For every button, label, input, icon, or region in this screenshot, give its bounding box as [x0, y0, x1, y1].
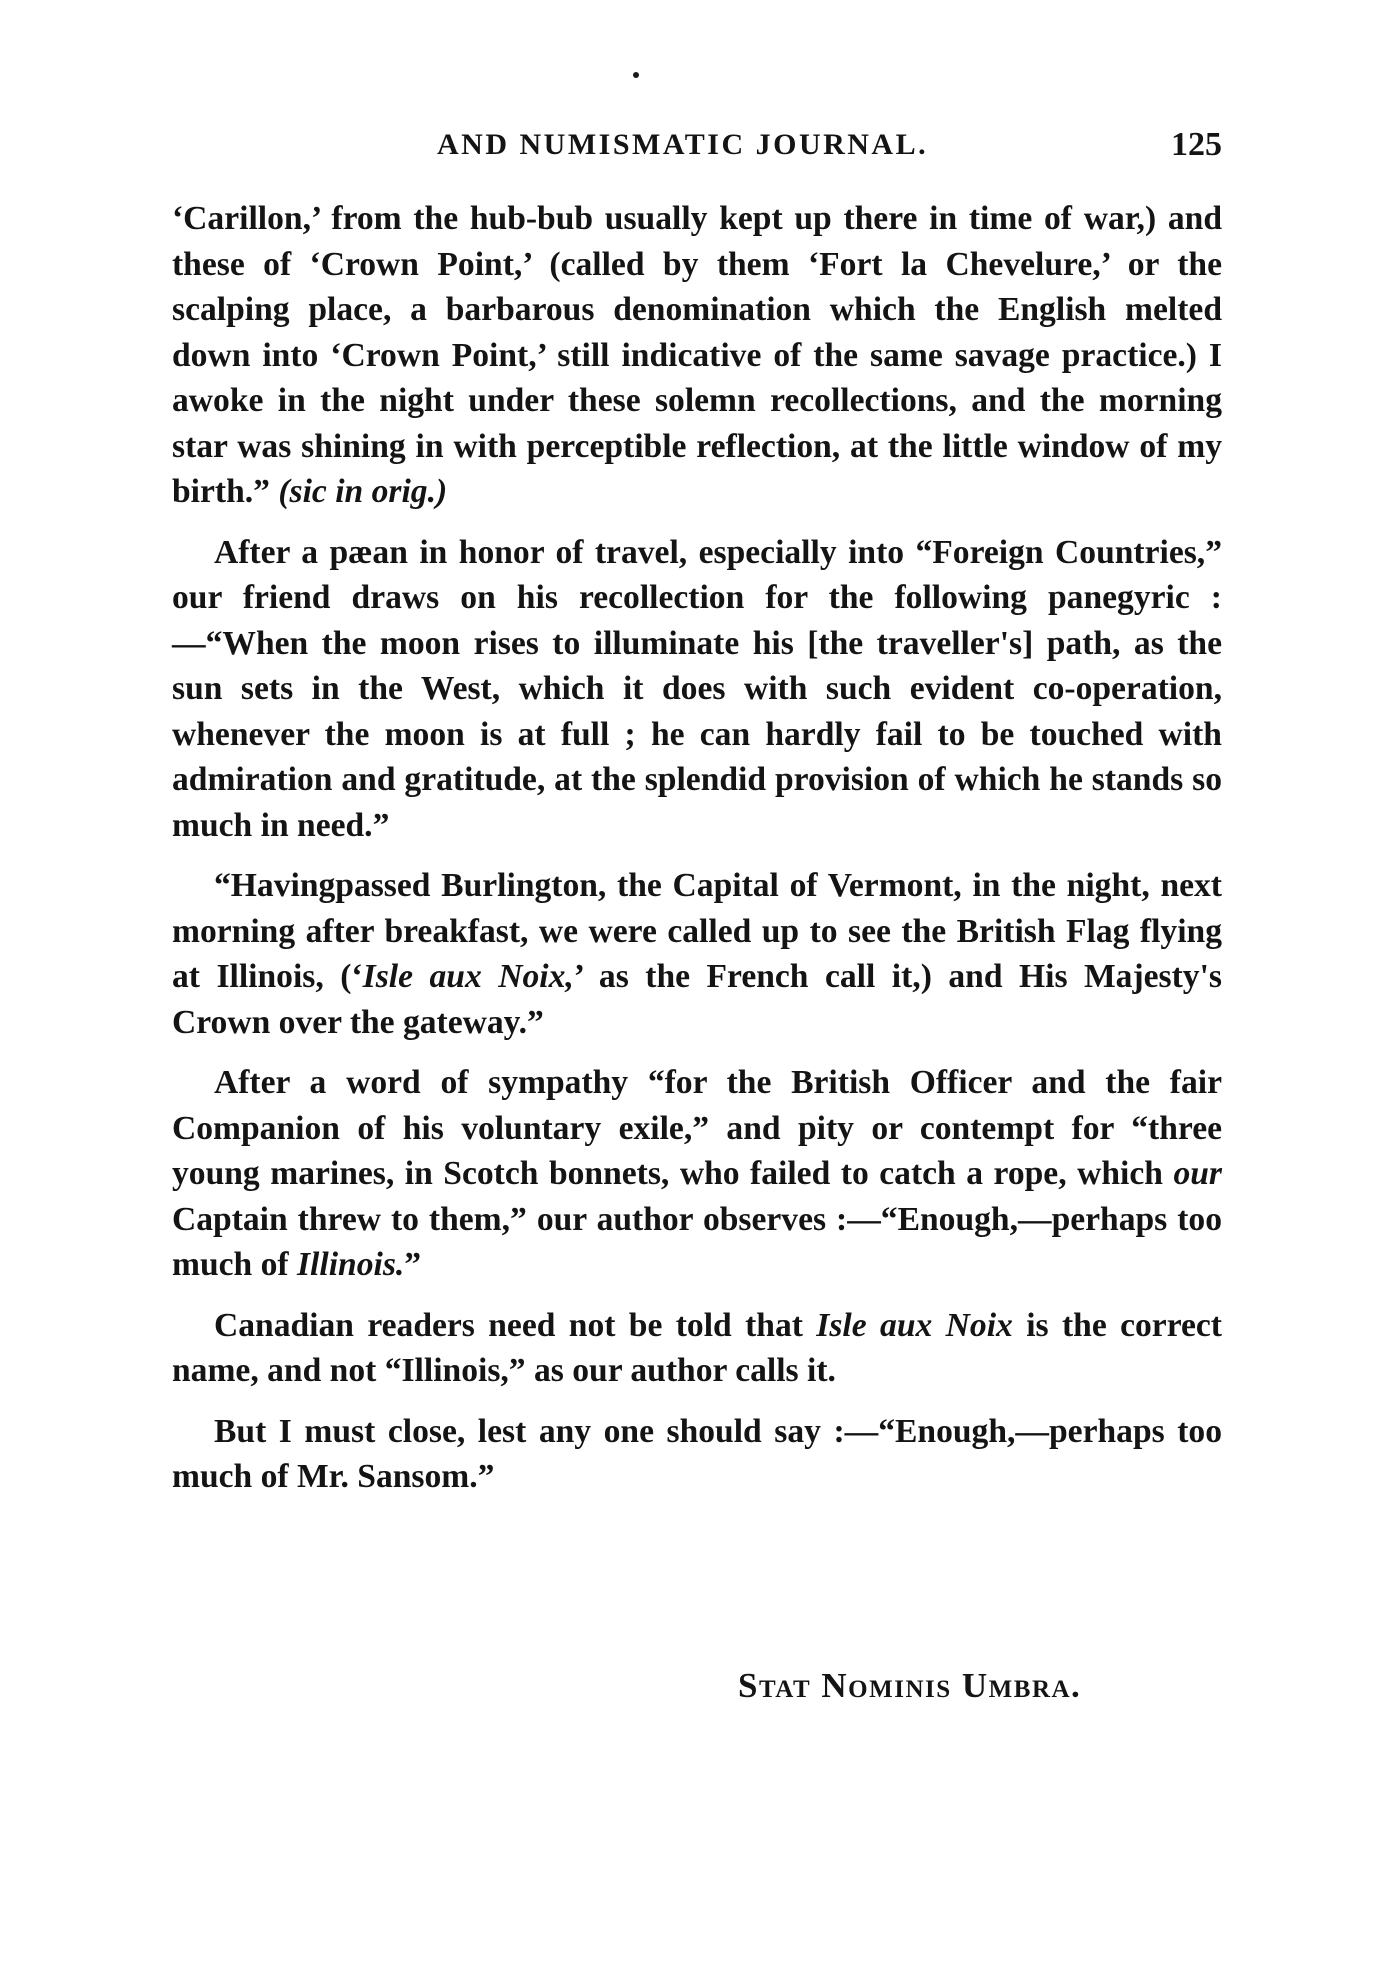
running-head: AND NUMISMATIC JOURNAL. [437, 128, 929, 161]
paragraph-4-text-mid: Captain threw to them,” our author observes :—“Enough,—perhaps too much of [172, 1200, 1222, 1283]
paragraph-3-text-end: ’ as the French call it,) and His Majesty's Crown over the gateway.” [172, 958, 1222, 1041]
paragraph-2-text: After a pæan in honor of travel, especially into “Foreign Countries,” our friend draws on his recollection for the following panegyric :—“When the moon rises to illuminate his [the traveller's] path, as the sun sets in the West, which it does with such evident co-operation, whenever the moon is at full ; he can hardly fail to be touched with admiration and gratitude, at the splendid provision of which he stands so much in need.” [172, 533, 1222, 844]
paragraph-3-text: “Havingpassed Burlington, the Capital of Vermont, in the night, next morning after breakfast, we were called up to see the British Flag flying at Illinois, (‘ [172, 867, 1222, 995]
paragraph-3-italic: Isle aux Noix, [362, 958, 574, 995]
paragraph-5-italic: Isle aux Noix [816, 1306, 1013, 1344]
paragraph-1 [172, 196, 1222, 515]
paragraph-4-italic-illinois: Illinois. [296, 1246, 405, 1283]
paragraph-2 [172, 530, 1222, 849]
signature: Stat Nominis Umbra. [738, 1666, 1082, 1705]
body-text [172, 196, 1222, 1500]
paragraph-5-text: Canadian readers need not be told that [214, 1306, 817, 1344]
paragraph-4-text: After a word of sympathy “for the British Officer and the fair Companion of his voluntary exile,” and pity or contempt for “three young marines, in Scotch bonnets, who failed to catch a rope, which [172, 1064, 1222, 1192]
paragraph-4 [172, 1060, 1222, 1288]
page-number: 125 [1171, 126, 1222, 163]
paragraph-5-text-end: is the correct name, and not “Illinois,” as our author calls it. [172, 1306, 1222, 1389]
paragraph-1-note: (sic in orig.) [278, 473, 448, 510]
print-speck [633, 72, 639, 78]
paragraph-5 [172, 1303, 1222, 1394]
paragraph-6 [172, 1409, 1222, 1500]
page-header [172, 128, 1222, 168]
paragraph-1-text: ‘Carillon,’ from the hub-bub usually kept up there in time of war,) and these of ‘Crown Point,’ (called by them ‘Fort la Chevelure,’ or the scalping place, a barbarous denomination which the English melted down into ‘Crown Point,’ still indicative of the same savage practice.) I awoke in the night under these solemn recollections, and the morning star was shining in with perceptible reflection, at the little window of my birth.” [172, 200, 1222, 510]
paragraph-3 [172, 863, 1222, 1045]
paragraph-6-text: But I must close, lest any one should say :—“Enough,—perhaps too much of Mr. Sansom.” [172, 1412, 1222, 1495]
paragraph-4-text-end: ” [404, 1246, 422, 1283]
paragraph-4-italic-our: our [1173, 1155, 1222, 1192]
